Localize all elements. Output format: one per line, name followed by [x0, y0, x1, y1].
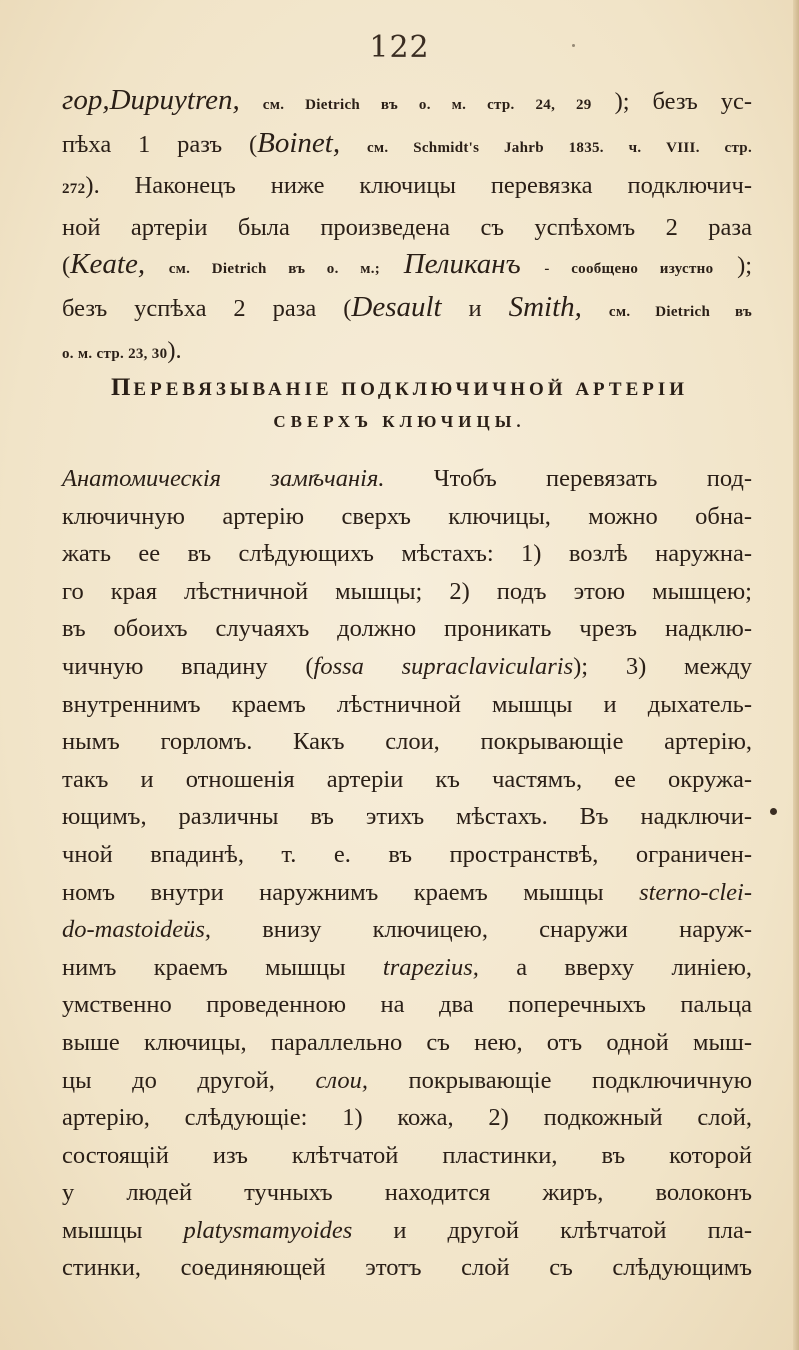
paragraph-anatomical-notes: [62, 460, 752, 1287]
text-line: о. м. стр. 23, 30).: [62, 336, 182, 364]
text-line: цы до другой, слои, покрывающіе подключичную: [62, 1066, 753, 1094]
text-line: го края лѣстничной мышцы; 2) подъ этою мышцею;: [62, 577, 752, 605]
text-line: 272). Наконецъ ниже ключицы перевязка подключич-: [62, 172, 752, 200]
text-line: выше ключицы, параллельно съ нею, отъ одной мыш-: [62, 1028, 752, 1056]
text-line: ной артеріи была произведена съ успѣхомъ 2 раза: [62, 213, 752, 241]
text-line: ключичную артерію сверхъ ключицы, можно обна-: [62, 502, 752, 530]
text-line: пѣха 1 разъ (Boinet, см. Schmidt's Jahrb 1835. ч. VIII. стр.: [62, 126, 752, 159]
text-line: состоящій изъ клѣтчатой пластинки, въ которой: [62, 1141, 752, 1169]
text-line: стинки, соединяющей этотъ слой съ слѣдующимъ: [62, 1254, 752, 1282]
text-line: гор,Dupuytren, см. Dietrich въ о. м. стр. 24, 29 ); безъ ус-: [62, 84, 753, 116]
text-line: внутреннимъ краемъ лѣстничной мышцы и дыхатель-: [62, 690, 752, 718]
text-line: нымъ горломъ. Какъ слои, покрывающіе артерію,: [62, 728, 752, 756]
text-line: номъ внутри наружнимъ краемъ мышцы sterno-clei-: [62, 878, 752, 906]
text-line: жать ее въ слѣдующихъ мѣстахъ: 1) возлѣ наружна-: [62, 540, 752, 568]
text-line: артерію, слѣдующіе: 1) кожа, 2) подкожный слой,: [62, 1104, 752, 1132]
ink-speck: [572, 44, 575, 47]
text-line: такъ и отношенія артеріи къ частямъ, ее окружа-: [62, 765, 752, 793]
text-line: do-mastoideüs, внизу ключицею, снаружи наруж-: [62, 916, 753, 944]
text-line: нимъ краемъ мышцы trapezius, а вверху линіею,: [62, 953, 753, 981]
text-line: умственно проведенною на два поперечныхъ пальца: [62, 991, 752, 1019]
text-line: чичную впадину (fossa supraclavicularis); 3) между: [62, 652, 752, 680]
section-subheading: СВЕРХЪ КЛЮЧИЦЫ.: [273, 412, 526, 431]
text-line: у людей тучныхъ находится жиръ, волоконъ: [62, 1179, 752, 1207]
text-line: чной впадинѣ, т. е. въ пространствѣ, ограничен-: [62, 840, 752, 868]
text-line: мышцы platysmamyoides и другой клѣтчатой пла-: [62, 1216, 752, 1244]
page-number: 122: [369, 30, 430, 65]
text-line: (Keate, см. Dietrich въ о. м.; Пеликанъ - сообщено изустно );: [62, 248, 753, 281]
text-line: въ обоихъ случаяхъ должно проникать чрезъ надклю-: [62, 615, 752, 643]
section-heading: ПЕРЕВЯЗЫВАНІЕ ПОДКЛЮЧИЧНОЙ АРТЕРІИ: [110, 374, 689, 401]
text-line: Анатомическія замѣчанія. Чтобъ перевязать под-: [62, 465, 753, 492]
ink-speck: [770, 808, 777, 815]
paragraph-surgical-outcomes: [62, 82, 752, 373]
page-edge: [793, 0, 799, 1350]
text-line: безъ успѣха 2 раза (Desault и Smith, см. Dietrich въ: [62, 290, 753, 323]
text-line: ющимъ, различны въ этихъ мѣстахъ. Въ надключи-: [62, 803, 752, 831]
